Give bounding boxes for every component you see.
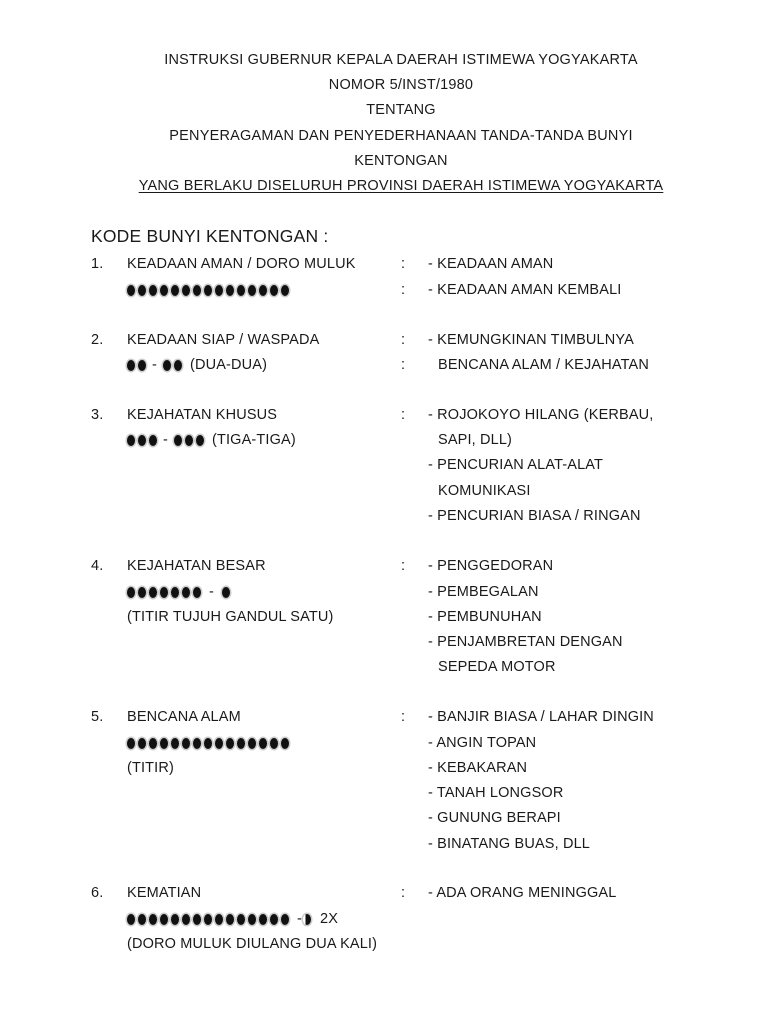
beat-dot <box>160 285 168 296</box>
item-colon: : <box>401 709 406 725</box>
item-number: 4. <box>91 558 104 574</box>
item-title: KEJAHATAN KHUSUS <box>127 407 278 423</box>
beat-dot <box>259 285 267 296</box>
pattern-separator: - <box>209 584 214 600</box>
item-title: BENCANA ALAM <box>127 709 241 725</box>
item-meaning: - PENJAMBRETAN DENGAN <box>428 634 623 650</box>
item-4-row-1 <box>0 554 768 579</box>
pattern-note: (TITIR TUJUH GANDUL SATU) <box>127 609 334 625</box>
repeat-count: 2X <box>319 911 339 927</box>
beat-dot <box>138 738 146 749</box>
kentongan-pattern <box>127 731 289 756</box>
item-number: 2. <box>91 332 104 348</box>
pattern-note: (TITIR) <box>127 760 174 776</box>
header-line-6 <box>0 174 768 199</box>
beat-dot <box>171 914 179 925</box>
beat-dot <box>149 914 157 925</box>
item-title: KEADAAN SIAP / WASPADA <box>127 332 320 348</box>
pattern-separator: - <box>152 357 157 373</box>
header-line-5: KENTONGAN <box>354 152 448 169</box>
beat-dot <box>204 738 212 749</box>
item-meaning: - BINATANG BUAS, DLL <box>428 836 590 852</box>
beat-dot <box>193 914 201 925</box>
beat-dot <box>138 285 146 296</box>
beat-dot <box>215 285 223 296</box>
beat-dot <box>127 738 135 749</box>
beat-dot <box>160 914 168 925</box>
beat-dot <box>226 738 234 749</box>
item-meaning: - KEBAKARAN <box>428 760 528 776</box>
item-title: KEADAAN AMAN / DORO MULUK <box>127 256 356 272</box>
item-colon: : <box>401 357 406 373</box>
item-3-row-4 <box>0 479 768 504</box>
beat-dot <box>127 435 135 446</box>
beat-dot <box>281 914 289 925</box>
beat-dot <box>171 587 179 598</box>
item-meaning: - ADA ORANG MENINGGAL <box>428 885 617 901</box>
item-2-row-1 <box>0 328 768 353</box>
beat-dot <box>127 285 135 296</box>
kentongan-pattern <box>127 353 267 378</box>
beat-dot <box>237 914 245 925</box>
beat-dot <box>204 914 212 925</box>
item-5-row-2 <box>0 731 768 756</box>
document-header <box>0 48 768 199</box>
beat-dot <box>193 285 201 296</box>
beat-dot <box>182 914 190 925</box>
beat-dot <box>182 587 190 598</box>
item-meaning: - GUNUNG BERAPI <box>428 810 561 826</box>
item-3-row-1 <box>0 403 768 428</box>
item-5-row-3 <box>0 756 768 781</box>
beat-dot <box>174 435 182 446</box>
beat-dot <box>182 285 190 296</box>
beat-dot <box>149 738 157 749</box>
item-colon: : <box>401 332 406 348</box>
item-meaning: KOMUNIKASI <box>438 483 531 499</box>
item-meaning: - ANGIN TOPAN <box>428 735 537 751</box>
item-colon: : <box>401 256 406 272</box>
beat-dot <box>163 360 171 371</box>
beat-dot <box>259 738 267 749</box>
item-meaning: BENCANA ALAM / KEJAHATAN <box>438 357 649 373</box>
beat-dot <box>237 285 245 296</box>
dot-group <box>127 435 157 446</box>
beat-dot <box>185 435 193 446</box>
pattern-note: (TIGA-TIGA) <box>211 432 296 448</box>
item-4-row-5 <box>0 655 768 680</box>
beat-dot <box>270 738 278 749</box>
header-line-4: PENYERAGAMAN DAN PENYEDERHANAAN TANDA-TANDA BUNYI <box>169 127 633 144</box>
beat-dot <box>138 914 146 925</box>
beat-dot <box>248 914 256 925</box>
item-colon: : <box>401 282 406 298</box>
item-meaning: SEPEDA MOTOR <box>438 659 556 675</box>
item-3-row-2 <box>0 428 768 453</box>
beat-dot <box>204 285 212 296</box>
dot-group <box>127 738 289 749</box>
item-1-row-1 <box>0 252 768 277</box>
beat-dot <box>196 435 204 446</box>
beat-dot <box>226 914 234 925</box>
beat-dot <box>281 738 289 749</box>
item-5-row-1 <box>0 705 768 730</box>
item-meaning: - BANJIR BIASA / LAHAR DINGIN <box>428 709 654 725</box>
item-meaning: SAPI, DLL) <box>438 432 513 448</box>
header-line-2: NOMOR 5/INST/1980 <box>328 77 474 94</box>
item-colon: : <box>401 407 406 423</box>
beat-dot <box>270 914 278 925</box>
dot-group <box>303 914 311 925</box>
beat-dot <box>127 360 135 371</box>
beat-dot <box>138 587 146 598</box>
header-line-6-text: YANG BERLAKU DISELURUH PROVINSI DAERAH ISTIMEWA YOGYAKARTA <box>138 178 664 195</box>
pattern-separator: - <box>297 911 302 927</box>
kentongan-pattern <box>127 907 338 932</box>
kentongan-pattern <box>127 580 230 605</box>
item-1-row-2 <box>0 278 768 303</box>
item-3-row-3 <box>0 453 768 478</box>
kentongan-pattern <box>127 428 296 453</box>
beat-dot <box>182 738 190 749</box>
header-line-1: INSTRUKSI GUBERNUR KEPALA DAERAH ISTIMEWA YOGYAKARTA <box>164 52 638 68</box>
dot-group <box>127 914 289 925</box>
beat-dot <box>226 285 234 296</box>
item-title: KEMATIAN <box>127 885 202 901</box>
beat-dot <box>160 587 168 598</box>
section-title: KODE BUNYI KENTONGAN : <box>91 226 329 246</box>
beat-dot <box>171 285 179 296</box>
item-5-row-6 <box>0 832 768 857</box>
beat-dot <box>171 738 179 749</box>
dot-group <box>127 587 201 598</box>
kentongan-pattern <box>127 278 289 303</box>
beat-dot <box>270 285 278 296</box>
beat-dot <box>303 914 311 925</box>
item-colon: : <box>401 558 406 574</box>
item-6-row-2 <box>0 907 768 932</box>
beat-dot <box>138 435 146 446</box>
item-number: 1. <box>91 256 104 272</box>
header-line-3: TENTANG <box>366 102 436 119</box>
item-meaning: - TANAH LONGSOR <box>428 785 564 801</box>
item-4-row-3 <box>0 605 768 630</box>
beat-dot <box>215 738 223 749</box>
item-meaning: - KEADAAN AMAN <box>428 256 554 272</box>
item-meaning: - PEMBUNUHAN <box>428 609 542 625</box>
dot-group <box>127 285 289 296</box>
item-meaning: - KEADAAN AMAN KEMBALI <box>428 282 622 298</box>
item-meaning: - ROJOKOYO HILANG (KERBAU, <box>428 407 654 423</box>
beat-dot <box>127 587 135 598</box>
item-2-row-2 <box>0 353 768 378</box>
item-6-row-3 <box>0 932 768 957</box>
pattern-separator: - <box>163 432 168 448</box>
dot-group <box>163 360 182 371</box>
item-title: KEJAHATAN BESAR <box>127 558 266 574</box>
item-number: 6. <box>91 885 104 901</box>
beat-dot <box>222 587 230 598</box>
item-5-row-4 <box>0 781 768 806</box>
beat-dot <box>215 914 223 925</box>
dot-group <box>127 360 146 371</box>
beat-dot <box>259 914 267 925</box>
beat-dot <box>248 285 256 296</box>
item-4-row-2 <box>0 580 768 605</box>
beat-dot <box>174 360 182 371</box>
item-3-row-5 <box>0 504 768 529</box>
item-meaning: - PENGGEDORAN <box>428 558 554 574</box>
beat-dot <box>149 285 157 296</box>
dot-group <box>222 587 230 598</box>
beat-dot <box>138 360 146 371</box>
beat-dot <box>281 285 289 296</box>
item-5-row-5 <box>0 806 768 831</box>
beat-dot <box>193 738 201 749</box>
item-meaning: - PENCURIAN ALAT-ALAT <box>428 457 604 473</box>
item-meaning: - PENCURIAN BIASA / RINGAN <box>428 508 641 524</box>
beat-dot <box>248 738 256 749</box>
item-colon: : <box>401 885 406 901</box>
item-meaning: - PEMBEGALAN <box>428 584 539 600</box>
beat-dot <box>127 914 135 925</box>
beat-dot <box>237 738 245 749</box>
item-6-row-1 <box>0 881 768 906</box>
dot-group <box>174 435 204 446</box>
beat-dot <box>193 587 201 598</box>
item-4-row-4 <box>0 630 768 655</box>
beat-dot <box>160 738 168 749</box>
beat-dot <box>149 587 157 598</box>
item-meaning: - KEMUNGKINAN TIMBULNYA <box>428 332 634 348</box>
beat-dot <box>149 435 157 446</box>
item-number: 3. <box>91 407 104 423</box>
pattern-note: (DORO MULUK DIULANG DUA KALI) <box>127 936 378 952</box>
pattern-note: (DUA-DUA) <box>189 357 268 373</box>
item-number: 5. <box>91 709 104 725</box>
